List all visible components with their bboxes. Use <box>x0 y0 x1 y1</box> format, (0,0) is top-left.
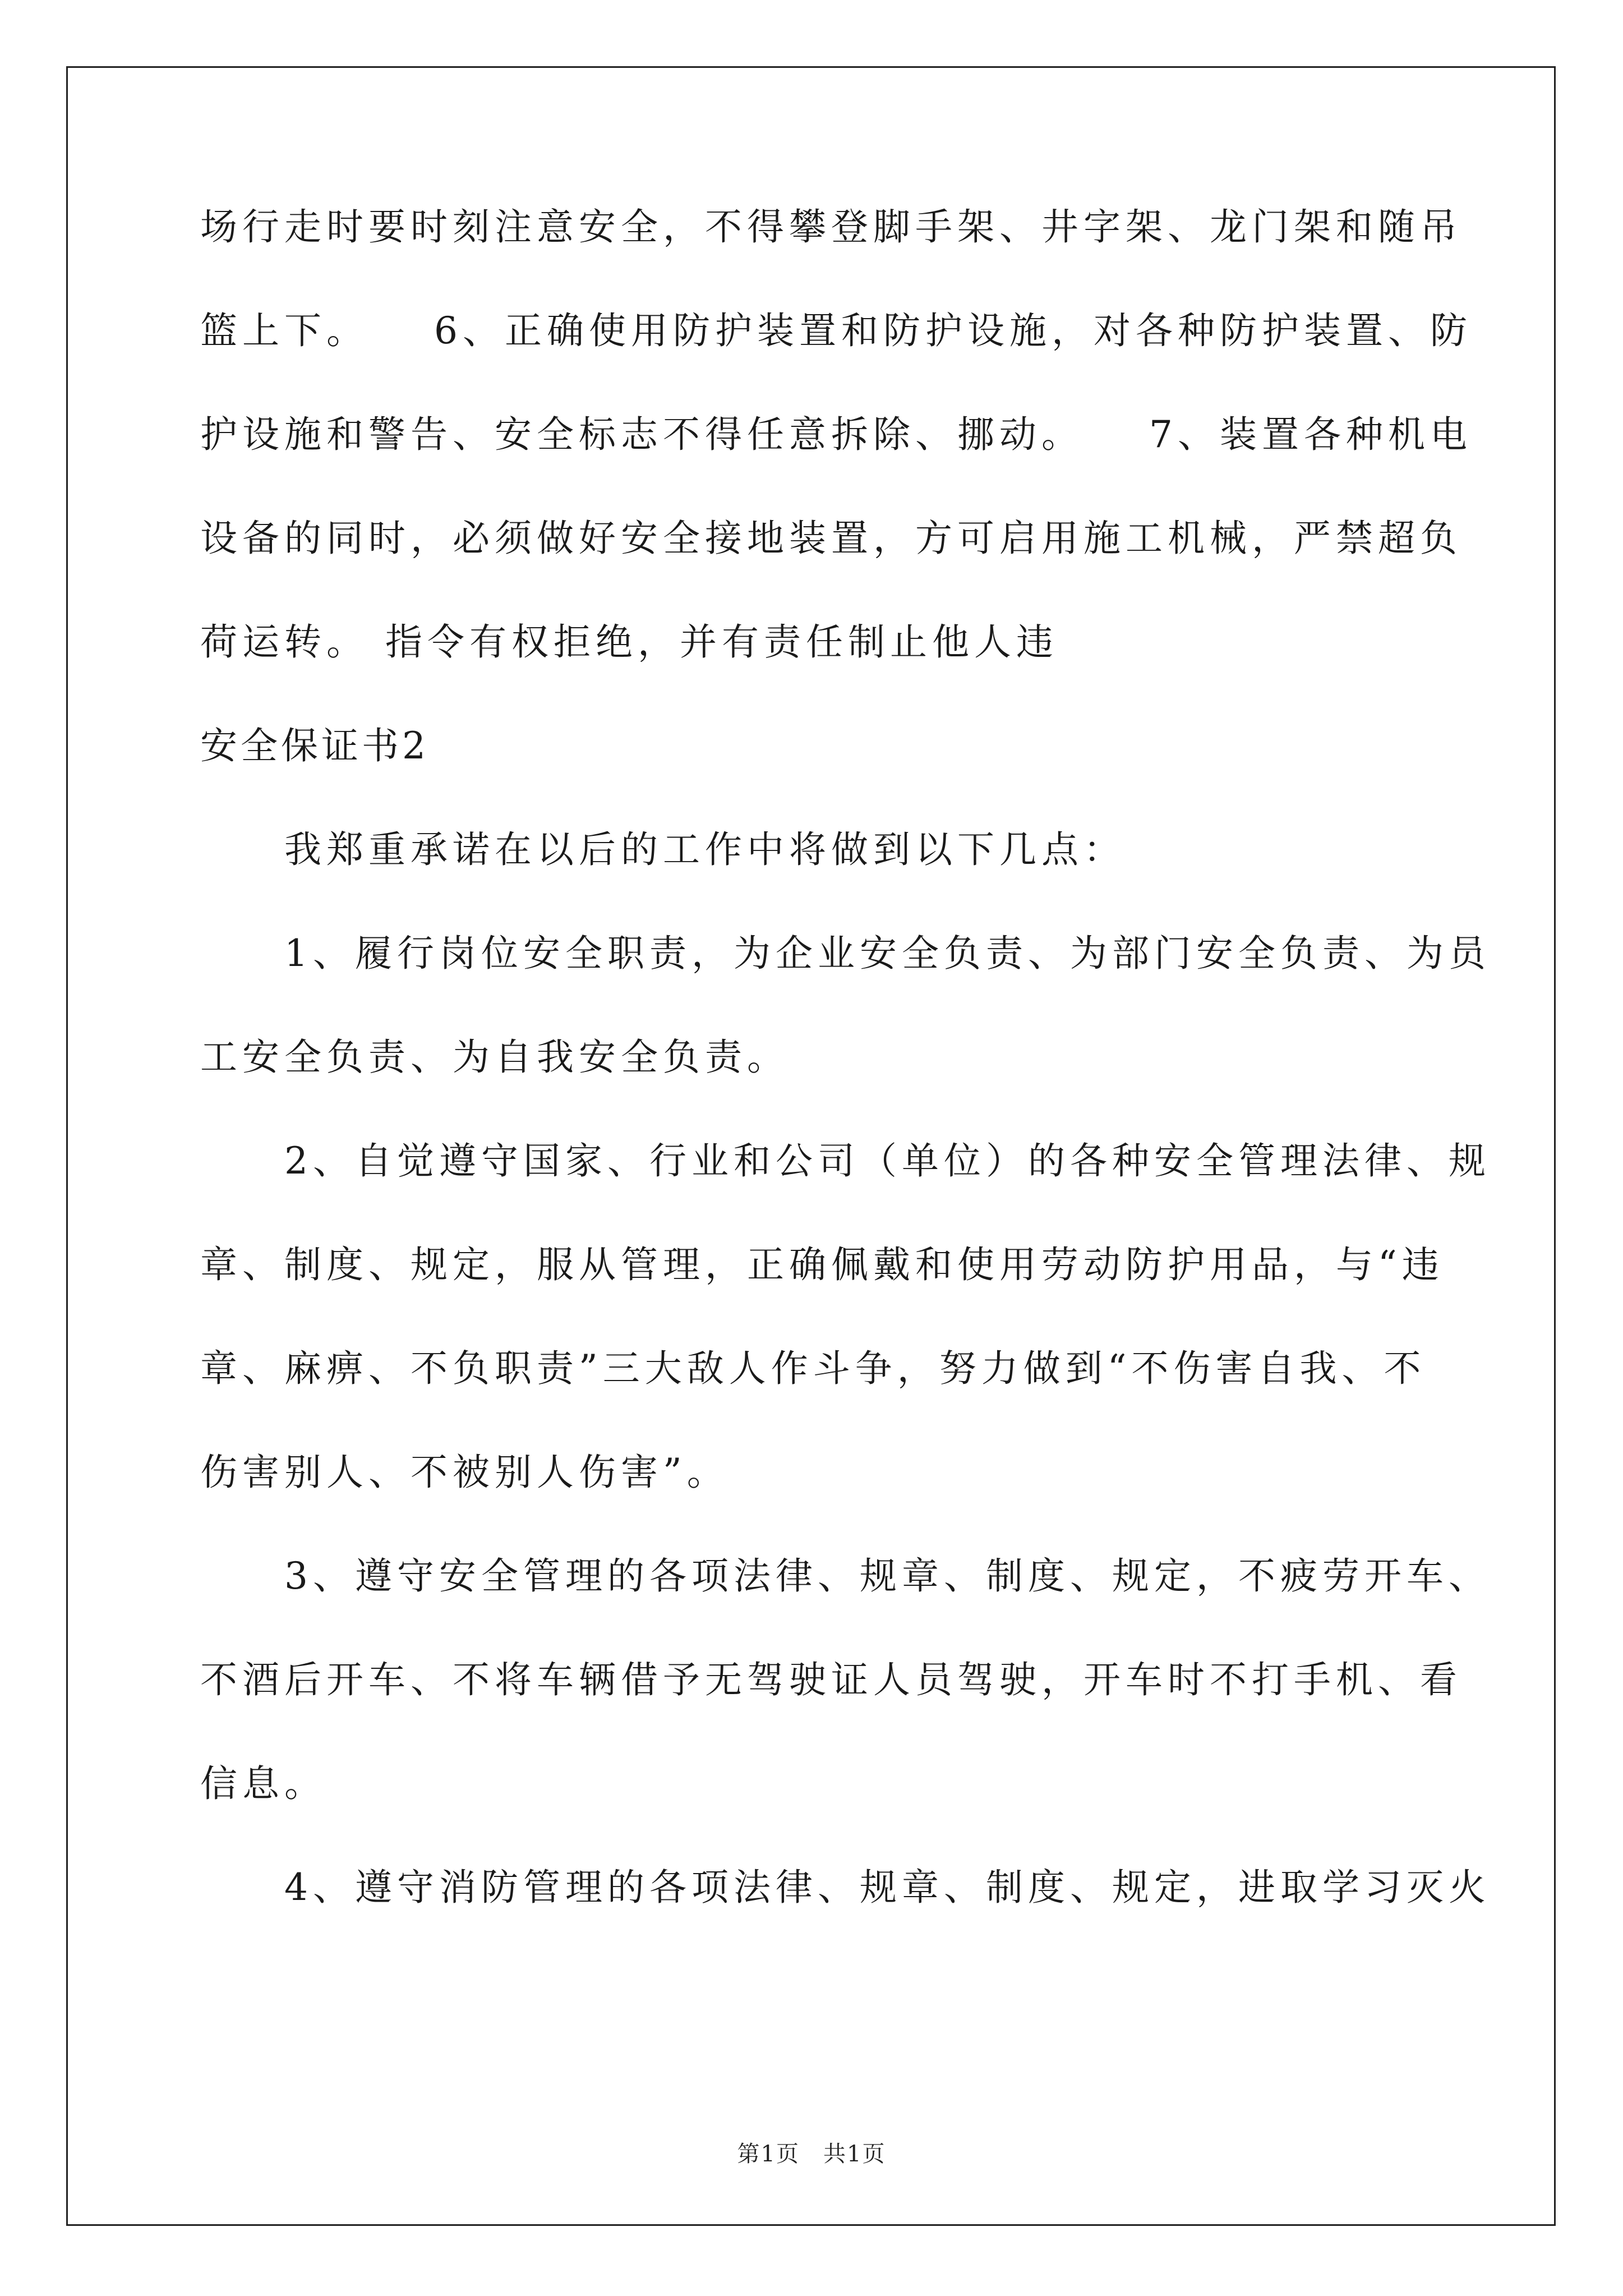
text-line: 1、履行岗位安全职责，为企业安全负责、为部门安全负责、为员 <box>200 932 1491 975</box>
text-line: 工安全负责、为自我安全负责。 <box>200 1036 789 1079</box>
page-number-footer: 第1页 共1页 <box>737 2141 886 2167</box>
text-line: 3、遵守安全管理的各项法律、规章、制度、规定，不疲劳开车、 <box>200 1554 1491 1598</box>
text-line: 章、制度、规定，服从管理，正确佩戴和使用劳动防护用品，与“违 <box>200 1243 1444 1286</box>
text-line: 不酒后开车、不将车辆借予无驾驶证人员驾驶，开车时不打手机、看 <box>200 1658 1462 1701</box>
text-line: 设备的同时，必须做好安全接地装置，方可启用施工机械，严禁超负 <box>200 517 1462 560</box>
text-line: 护设施和警告、安全标志不得任意拆除、挪动。 7、装置各种机电 <box>200 413 1472 456</box>
text-line: 荷运转。 指令有权拒绝，并有责任制止他人违 <box>200 620 1058 664</box>
text-line: 2、自觉遵守国家、行业和公司（单位）的各种安全管理法律、规 <box>200 1139 1491 1182</box>
text-line: 篮上下。 6、正确使用防护装置和防护设施，对各种防护装置、防 <box>200 309 1472 352</box>
document-body <box>200 202 1491 1966</box>
text-line: 章、麻痹、不负职责”三大敌人作斗争，努力做到“不伤害自我、不 <box>200 1347 1426 1390</box>
text-line: 场行走时要时刻注意安全，不得攀登脚手架、井字架、龙门架和随吊 <box>200 205 1462 249</box>
text-line: 4、遵守消防管理的各项法律、规章、制度、规定，进取学习灭火 <box>200 1866 1491 1909</box>
section-heading: 安全保证书2 <box>200 724 429 767</box>
text-line: 伤害别人、不被别人伤害”。 <box>200 1451 729 1494</box>
text-line: 信息。 <box>200 1762 326 1805</box>
text-line: 我郑重承诺在以后的工作中将做到以下几点： <box>200 828 1126 871</box>
